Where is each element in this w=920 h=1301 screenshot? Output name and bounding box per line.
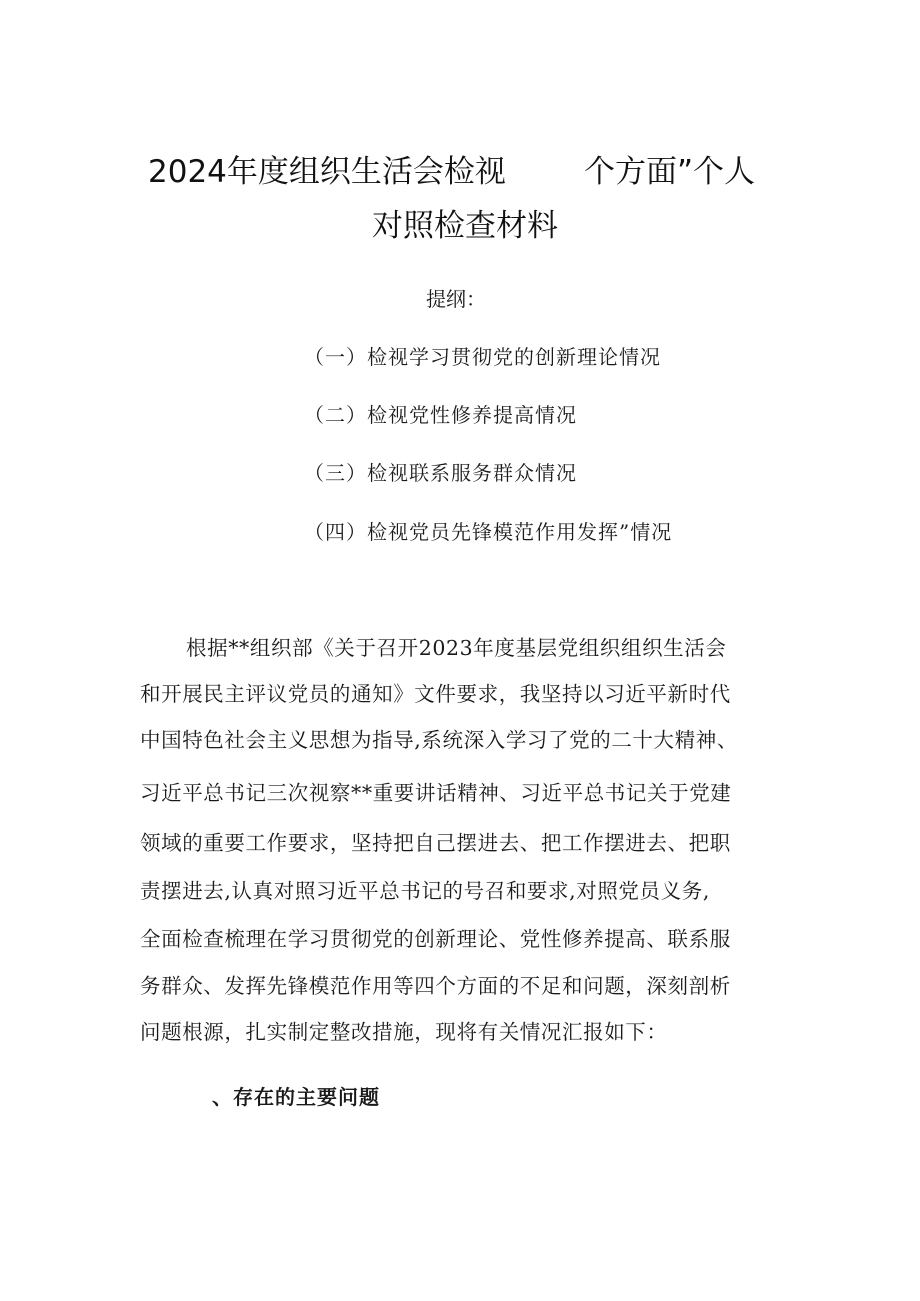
- title-line1-part2: 个方面”个人: [584, 154, 756, 190]
- body-line-1: 根据**组织部《关于召开2023年度基层党组织组织生活会: [186, 636, 727, 660]
- outline-item-4: （四）检视党员先锋模范作用发挥”情况: [304, 520, 673, 544]
- body-line-6: 责摆进去,认真对照习近平总书记的号召和要求,对照党员义务,: [140, 879, 710, 903]
- body-line-5: 领域的重要工作要求，坚持把自己摆进去、把工作摆进去、把职: [140, 831, 731, 855]
- body-line-8: 务群众、发挥先锋模范作用等四个方面的不足和问题，深刻剖析: [140, 974, 731, 998]
- section-heading: 、存在的主要问题: [212, 1085, 380, 1109]
- outline-item-1: （一）检视学习贯彻党的创新理论情况: [304, 345, 661, 369]
- body-line-9: 问题根源，扎实制定整改措施，现将有关情况汇报如下：: [140, 1020, 668, 1044]
- body-line-3: 中国特色社会主义思想为指导,系统深入学习了党的二十大精神、: [140, 728, 738, 752]
- body-line-2: 和开展民主评议党员的通知》文件要求，我坚持以习近平新时代: [140, 682, 731, 706]
- body-line-7: 全面检查梳理在学习贯彻党的创新理论、党性修养提高、联系服: [140, 927, 731, 951]
- outline-label: 提纲：: [426, 287, 486, 311]
- body-line-4: 习近平总书记三次视察**重要讲话精神、习近平总书记关于党建: [140, 781, 732, 805]
- outline-item-2: （二）检视党性修养提高情况: [304, 403, 577, 427]
- title-line1-part1: 2024年度组织生活会检视: [148, 154, 506, 190]
- outline-item-3: （三）检视联系服务群众情况: [304, 461, 577, 485]
- title-line2: 对照检查材料: [372, 208, 558, 244]
